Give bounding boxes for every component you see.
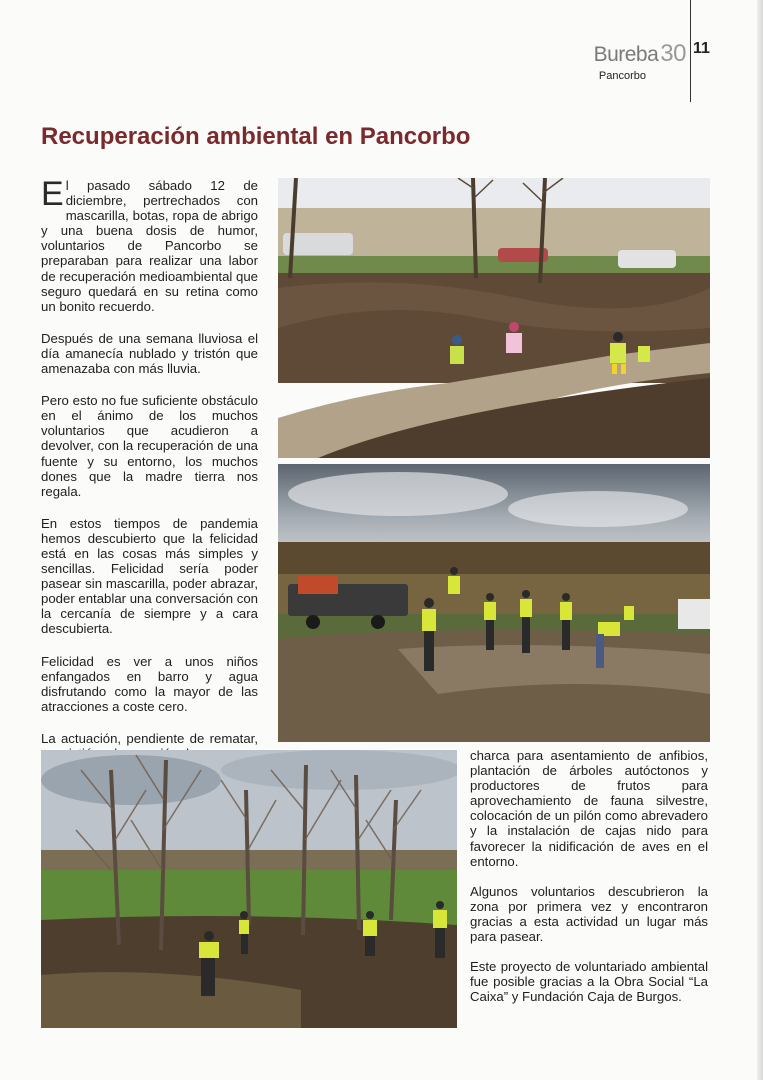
paragraph: Pero esto no fue suficiente obstáculo en el ánimo de los muchos voluntarios que acudieron a devolver, con la recuperación de una fuente y su entorno, los muchos dones que la madre tierra nos regala.: [41, 393, 258, 499]
paragraph: Este proyecto de voluntariado ambiental fue posible gracias a la Obra Social “La Caixa” y Fundación Caja de Burgos.: [470, 959, 708, 1005]
right-text-column: [470, 748, 708, 1019]
photo-stream-volunteers: [278, 178, 710, 458]
article-title: Recuperación ambiental en Pancorbo: [41, 123, 471, 150]
photo-trees-volunteers: [41, 750, 457, 1028]
page-edge-shadow: [757, 0, 763, 1080]
paragraph: Después de una semana lluviosa el día amanecía nublado y tristón que amenazaba con más lluvia.: [41, 330, 258, 377]
paragraph: El pasado sábado 12 de diciembre, pertrechados con mascarilla, botas, ropa de abrigo y una buena dosis de humor, voluntarios de Pancorbo se preparaban para realizar una labor de recuperación medioambiental que seguro quedará en su retina como un bonito recuerdo.: [41, 175, 259, 314]
photo-field-volunteers: [278, 464, 710, 742]
left-text-column: [41, 175, 259, 761]
page-number: 11: [693, 40, 710, 57]
drop-cap: E: [41, 175, 64, 213]
section-name: Pancorbo: [598, 70, 646, 82]
paragraph: La actuación, pendiente de rematar,: [41, 730, 258, 746]
paragraph: Algunos voluntarios descubrieron la zona por primera vez y encontraron gracias a esta actividad un lugar más para pasear.: [470, 883, 708, 945]
bureba-logo: Bureba30: [593, 40, 686, 67]
paragraph: charca para asentamiento de anfibios, plantación de árboles autóctonos y productores de frutos para aprovechamiento de fauna silvestre, colocación de un pilón como abrevadero y la instalación de cajas nido para favorecer la nidificación de aves en el entorno.: [470, 748, 708, 869]
header-divider: [690, 0, 691, 102]
masthead: [590, 40, 686, 82]
paragraph: En estos tiempos de pandemia hemos descubierto que la felicidad está en las cosas más simples y sencillas. Felicidad sería poder pasear sin mascarilla, poder abrazar, poder entablar una conversación con la cercanía de siempre y a cara descubierta.: [41, 515, 259, 637]
paragraph: Felicidad es ver a unos niños enfangados en barro y agua disfrutando como la mayor de las atracciones a coste cero.: [41, 653, 258, 714]
